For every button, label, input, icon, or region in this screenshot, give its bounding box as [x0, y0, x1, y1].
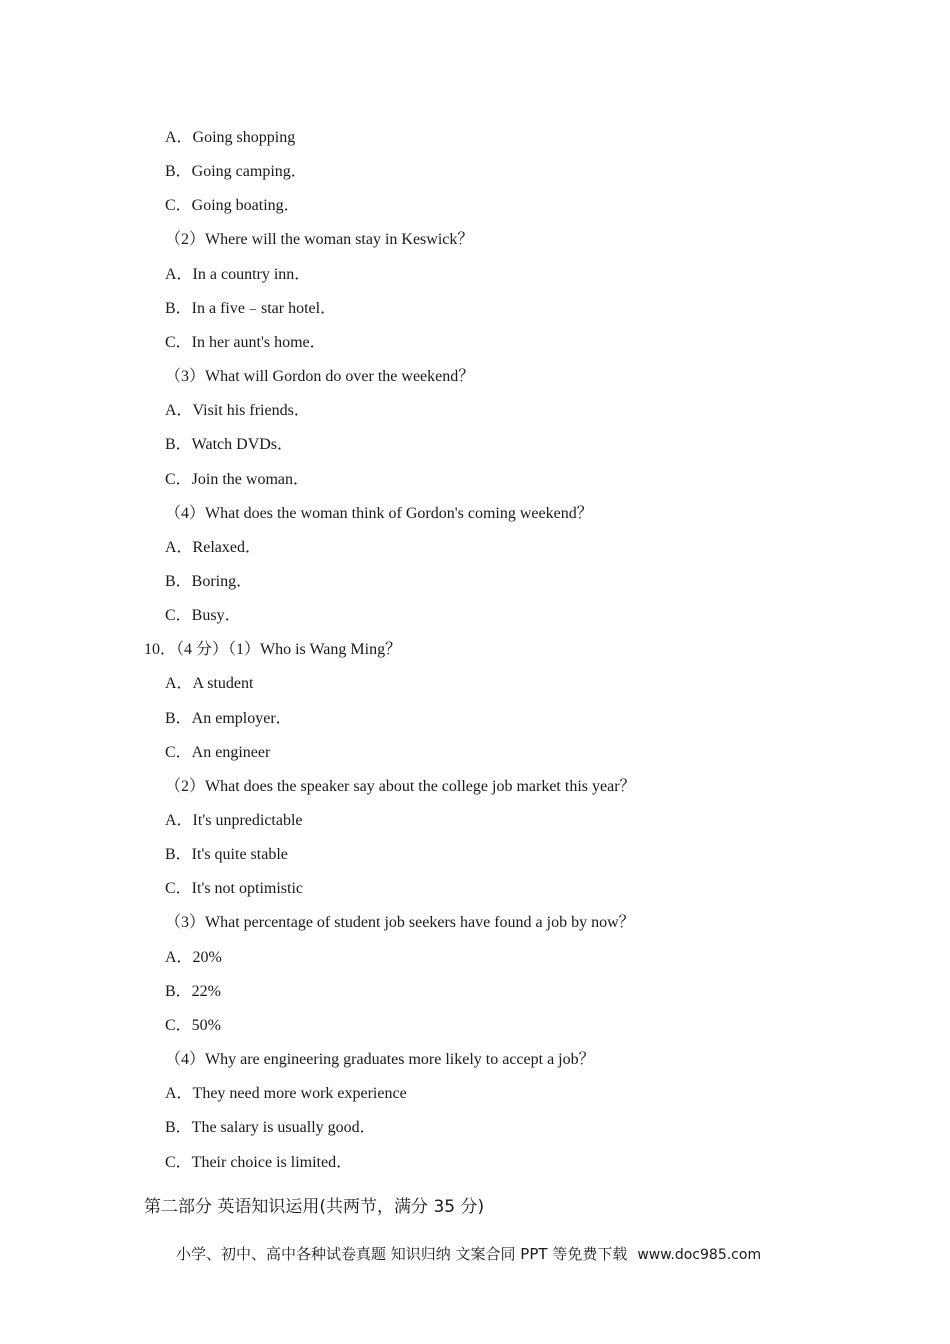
answer-option: A．Going shopping [165, 129, 296, 146]
answer-option: A．Visit his friends． [165, 402, 310, 419]
answer-option: C．In her aunt's home． [165, 334, 326, 351]
answer-option: C．An engineer [165, 744, 271, 761]
question-line: （2）What does the speaker say about the college job market this year？ [165, 778, 636, 795]
answer-option: B．Watch DVDs． [165, 436, 294, 453]
answer-option: C．It's not optimistic [165, 880, 304, 897]
answer-option: C．Join the woman． [165, 471, 309, 488]
answer-option: C．50% [165, 1017, 222, 1034]
answer-option: B．It's quite stable [165, 846, 288, 863]
question-line: （3）What percentage of student job seekers have found a job by now？ [165, 914, 635, 931]
answer-option: B．An employer． [165, 710, 292, 727]
question-line: （4）What does the woman think of Gordon's coming weekend？ [165, 505, 593, 522]
answer-option: C．Busy． [165, 607, 241, 624]
question-line: （2）Where will the woman stay in Keswick？ [165, 231, 474, 248]
answer-option: A．In a country inn． [165, 266, 311, 283]
footer-text: 小学、初中、高中各种试卷真题 知识归纳 文案合同 PPT 等免费下载 [176, 1245, 628, 1263]
answer-option: A．They need more work experience [165, 1085, 407, 1102]
question-line: 10．（4 分）（1）Who is Wang Ming？ [144, 641, 402, 658]
answer-option: B．The salary is usually good． [165, 1119, 376, 1136]
answer-option: C．Their choice is limited． [165, 1154, 353, 1171]
answer-option: A．It's unpredictable [165, 812, 303, 829]
answer-option: A．A student [165, 675, 254, 692]
answer-option: B．22% [165, 983, 222, 1000]
answer-option: B．Going camping． [165, 163, 307, 180]
answer-option: B．Boring． [165, 573, 253, 590]
answer-option: A．Relaxed． [165, 539, 261, 556]
footer [176, 1244, 761, 1265]
question-line: （4）Why are engineering graduates more likely to accept a job？ [165, 1051, 595, 1068]
footer-url[interactable]: www.doc985.com [637, 1247, 762, 1263]
question-line: （3）What will Gordon do over the weekend？ [165, 368, 475, 385]
section-heading: 第二部分 英语知识运用(共两节，满分 35 分) [144, 1197, 485, 1217]
answer-option: A．20% [165, 949, 222, 966]
answer-option: C．Going boating． [165, 197, 300, 214]
answer-option: B．In a five﹣star hotel． [165, 300, 337, 317]
